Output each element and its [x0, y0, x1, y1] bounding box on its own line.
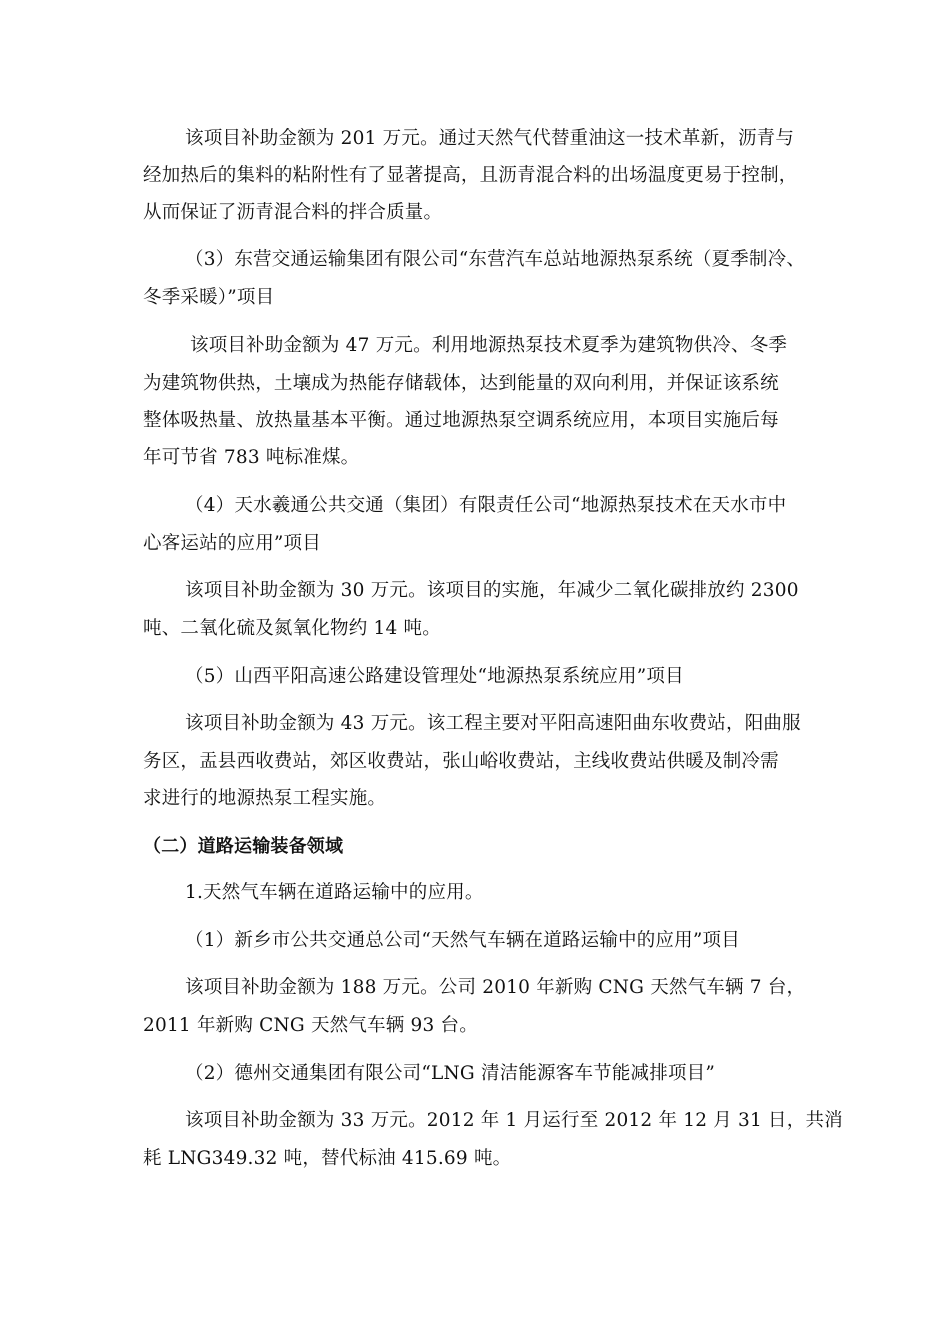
item-title-line: （5）山西平阳高速公路建设管理处“地源热泵系统应用”项目: [185, 666, 684, 687]
paragraph-line: 务区，盂县西收费站，郊区收费站，张山峪收费站，主线收费站供暖及制冷需: [143, 751, 779, 772]
item-title-line: （3）东营交通运输集团有限公司“东营汽车总站地源热泵系统（夏季制冷、: [185, 249, 806, 270]
item-title-line: （4）天水羲通公共交通（集团）有限责任公司“地源热泵技术在天水市中: [185, 495, 787, 516]
item-title-line: （2）德州交通集团有限公司“LNG 清洁能源客车节能减排项目”: [185, 1063, 716, 1084]
paragraph-line: 该项目补助金额为 33 万元。2012 年 1 月运行至 2012 年 12 月 31 日，共消: [185, 1110, 843, 1131]
item-title-line: 冬季采暖）”项目: [143, 287, 275, 308]
paragraph-line: 该项目补助金额为 201 万元。通过天然气代替重油这一技术革新，沥青与: [185, 128, 795, 149]
section-heading: （二）道路运输装备领域: [143, 836, 344, 857]
paragraph-line: 整体吸热量、放热量基本平衡。通过地源热泵空调系统应用，本项目实施后每: [143, 410, 779, 431]
item-title-line: 心客运站的应用”项目: [143, 533, 321, 554]
paragraph-line: 该项目补助金额为 43 万元。该工程主要对平阳高速阳曲东收费站，阳曲服: [185, 713, 801, 734]
paragraph-line: 2011 年新购 CNG 天然气车辆 93 台。: [143, 1015, 478, 1036]
paragraph-line: 吨、二氧化硫及氮氧化物约 14 吨。: [143, 618, 441, 639]
paragraph-line: 该项目补助金额为 30 万元。该项目的实施，年减少二氧化碳排放约 2300: [185, 580, 799, 601]
paragraph-line: 该项目补助金额为 188 万元。公司 2010 年新购 CNG 天然气车辆 7 台，: [185, 977, 806, 998]
paragraph-line: 求进行的地源热泵工程实施。: [143, 788, 387, 809]
paragraph-line: 经加热后的集料的粘附性有了显著提高，且沥青混合料的出场温度更易于控制，: [143, 165, 798, 186]
subsection-title: 1.天然气车辆在道路运输中的应用。: [185, 882, 484, 903]
paragraph-line: 为建筑物供热，土壤成为热能存储载体，达到能量的双向利用，并保证该系统: [143, 373, 779, 394]
item-title-line: （1）新乡市公共交通总公司“天然气车辆在道路运输中的应用”项目: [185, 930, 740, 951]
paragraph-line: 该项目补助金额为 47 万元。利用地源热泵技术夏季为建筑物供冷、冬季: [190, 335, 788, 356]
paragraph-line: 年可节省 783 吨标准煤。: [143, 447, 360, 468]
paragraph-line: 从而保证了沥青混合料的拌合质量。: [143, 202, 443, 223]
paragraph-line: 耗 LNG349.32 吨，替代标油 415.69 吨。: [143, 1148, 512, 1169]
